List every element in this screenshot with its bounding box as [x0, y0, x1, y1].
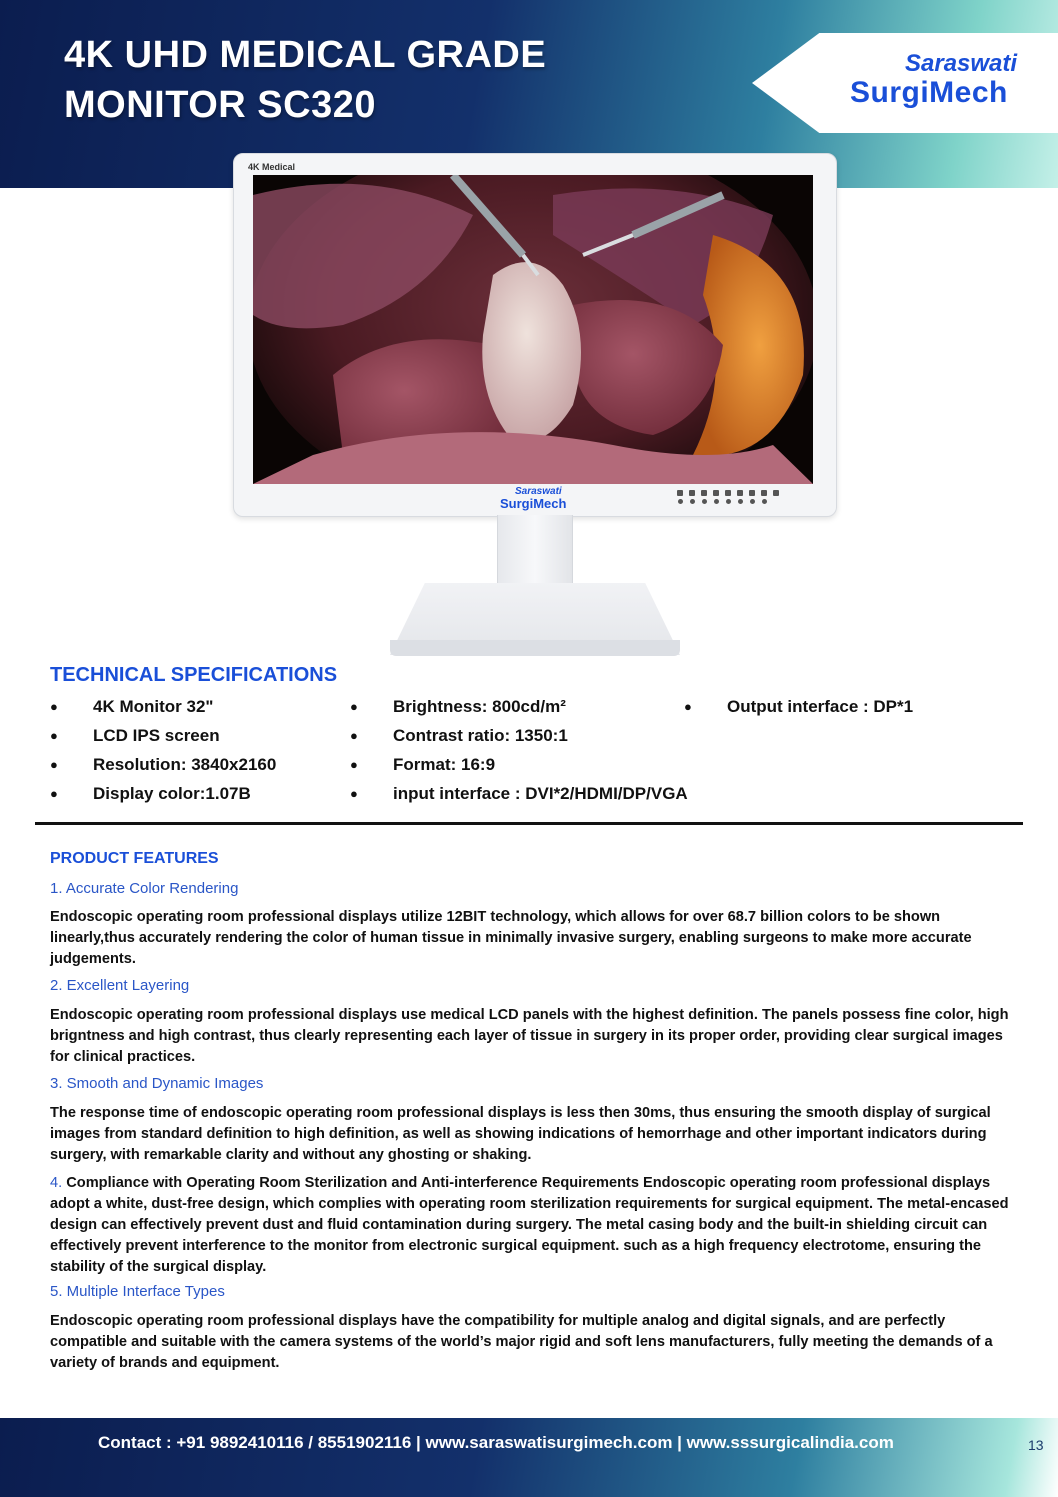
spec-item: ● Format: 16:9: [350, 750, 688, 779]
specs-column-1: [50, 692, 276, 808]
control-button: [725, 490, 731, 496]
feature-body: Endoscopic operating room professional displays use medical LCD panels with the highest definition. The panels possess fine color, high brigntness and high contrast, thus clearly representing each layer of tissue in surgery in its proper order, providing clear surgical images for clinical practices.: [50, 1007, 1009, 1065]
spec-item: ● Output interface : DP*1: [684, 692, 913, 721]
spec-item: ● input interface : DVI*2/HDMI/DP/VGA: [350, 779, 688, 808]
spec-item: ● Brightness: 800cd/m²: [350, 692, 688, 721]
feature-heading: 3. Smooth and Dynamic Images: [50, 1075, 264, 1092]
specs-column-3: [684, 692, 913, 721]
control-button: [773, 490, 779, 496]
section-divider: [35, 822, 1023, 825]
spec-item: ● Contrast ratio: 1350:1: [350, 721, 688, 750]
feature-body-4: [50, 1173, 1010, 1278]
spec-item: ● 4K Monitor 32": [50, 692, 276, 721]
control-button: [713, 490, 719, 496]
feature-heading: 5. Multiple Interface Types: [50, 1283, 225, 1300]
control-indicator: [750, 499, 755, 504]
spec-item: ● Resolution: 3840x2160: [50, 750, 276, 779]
specs-column-2: [350, 692, 688, 808]
feature-body: Endoscopic operating room professional displays utilize 12BIT technology, which allows for over 68.7 billion colors to be shown linearly,thus accurately rendering the color of human tissue in minimally invasive surgery, enabling surgeons to make more accurate judgements.: [50, 909, 972, 967]
specs-title: TECHNICAL SPECIFICATIONS: [50, 664, 338, 686]
monitor-control-buttons: [675, 490, 785, 508]
monitor-stand-neck: [497, 515, 573, 587]
control-button: [737, 490, 743, 496]
control-button: [677, 490, 683, 496]
bezel-logo-bottom: SurgiMech: [500, 496, 567, 511]
control-indicator: [690, 499, 695, 504]
feature-heading: 2. Excellent Layering: [50, 977, 190, 994]
footer-band: [0, 1418, 1058, 1497]
control-button: [701, 490, 707, 496]
feature-body: The response time of endoscopic operating room professional displays is less then 30ms, thus ensuring the smooth display of surgical images from standard definition to high definition, as well as showing indications of hemorrhage and other important indicators during surgery, with remarkable clarity and without any ghosting or shaking.: [50, 1105, 991, 1163]
surgical-screen-image: [253, 175, 813, 484]
feature-body: Endoscopic operating room professional displays have the compatibility for multiple analog and digital signals, and are perfectly compatible and suitable with the camera systems of the world’s major rigid and soft lens manufacturers, fully meeting the demands of a variety of brands and equipment.: [50, 1313, 993, 1371]
title-line-1: 4K UHD MEDICAL GRADE: [64, 34, 547, 76]
control-button: [749, 490, 755, 496]
feature-heading: 1. Accurate Color Rendering: [50, 880, 239, 897]
logo-text-top: Saraswati: [905, 50, 1018, 77]
page-title: [64, 30, 546, 130]
spec-item: ● Display color:1.07B: [50, 779, 276, 808]
monitor-stand-base-front: [390, 640, 680, 656]
features-title: PRODUCT FEATURES: [50, 850, 219, 867]
control-indicator: [714, 499, 719, 504]
bezel-logo-top: Saraswati: [515, 486, 562, 497]
control-indicator: [678, 499, 683, 504]
logo-text-bottom: SurgiMech: [850, 76, 1008, 109]
spec-item: ● LCD IPS screen: [50, 721, 276, 750]
monitor-label: 4K Medical: [248, 162, 296, 172]
control-button: [689, 490, 695, 496]
surgical-scene-graphic: [253, 175, 813, 484]
footer-contact: Contact : +91 9892410116 / 8551902116 | www.saraswatisurgimech.com | www.sssurgicalindia.com: [98, 1433, 894, 1452]
control-indicator: [762, 499, 767, 504]
title-line-2: MONITOR SC320: [64, 84, 376, 126]
feature-number: 4.: [50, 1175, 63, 1191]
control-indicator: [702, 499, 707, 504]
control-indicator: [726, 499, 731, 504]
control-button: [761, 490, 767, 496]
control-indicator: [738, 499, 743, 504]
feature-body-text: Compliance with Operating Room Sterilization and Anti-interference Requirements Endoscopic operating room professional displays adopt a white, dust-free design, which complies with operating room sterilization requirements for surgical equipment. The metal-encased design can effectively prevent dust and fluid contamination during surgery. The metal casing body and the built-in shielding circuit can effectively prevent interference to the monitor from electronic surgical equipment. such as a high frequency electrotome, ensuring the stability of the surgical display.: [50, 1175, 1009, 1275]
page-number: 13: [1028, 1437, 1044, 1453]
